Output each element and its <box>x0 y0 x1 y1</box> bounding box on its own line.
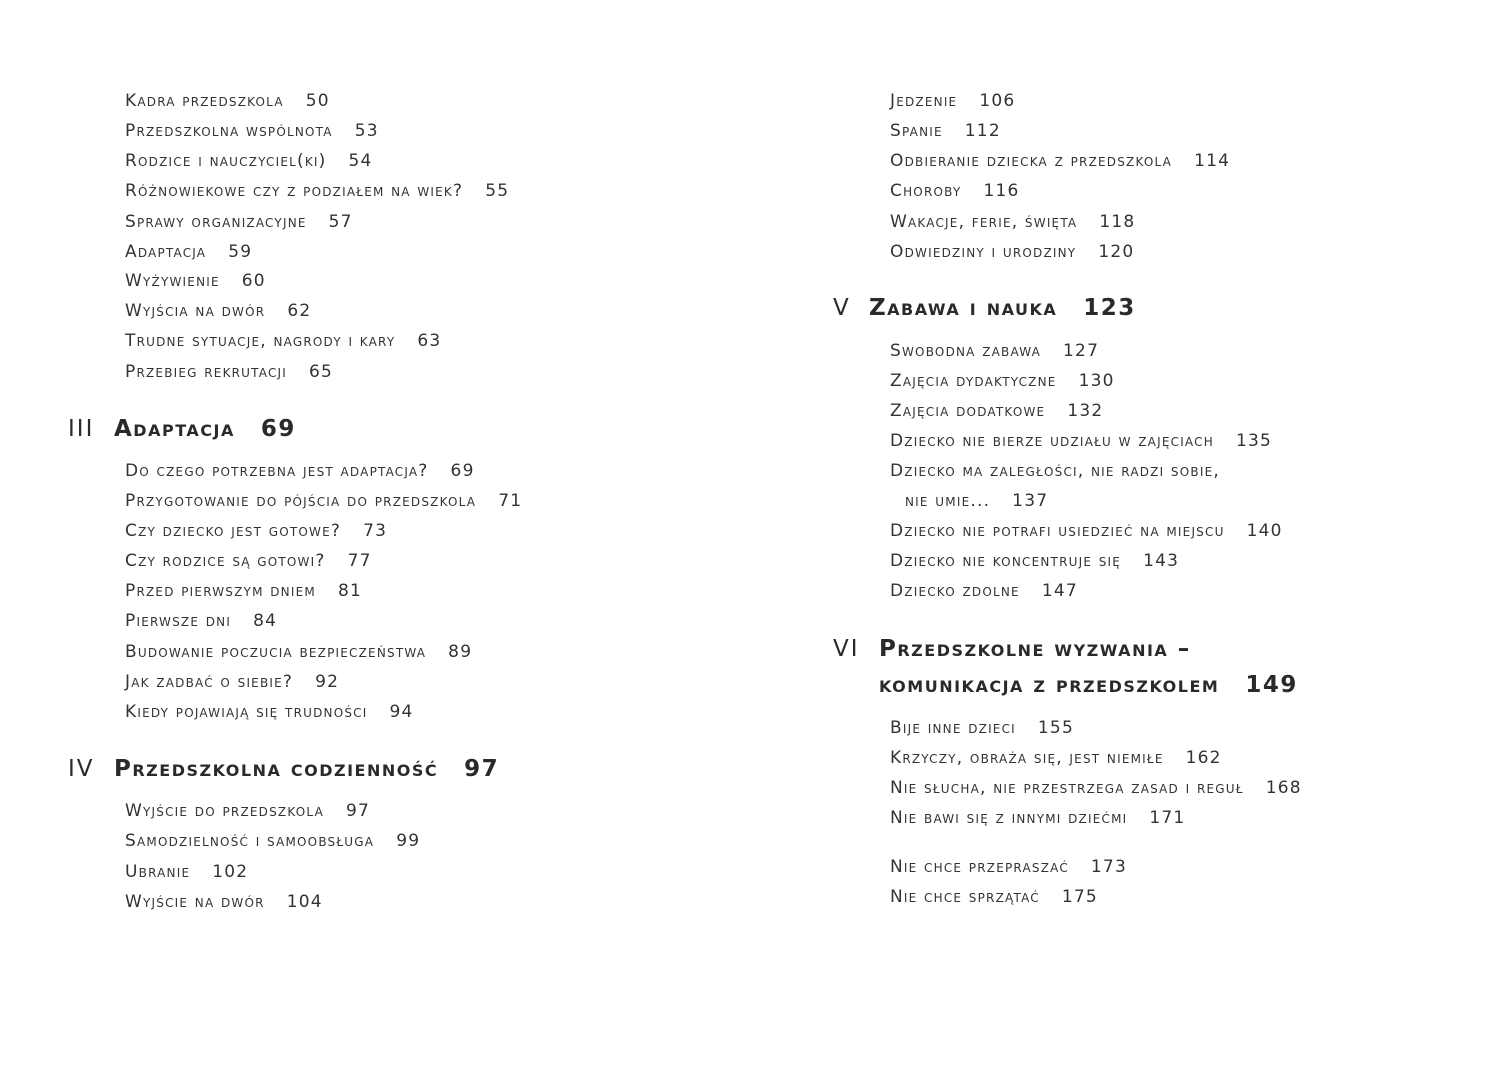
chapter-page: 149 <box>1245 672 1298 698</box>
toc-entry-title: Wyjścia na dwór <box>125 301 266 321</box>
toc-entry-page: 84 <box>253 611 278 631</box>
toc-entry-title: Nie bawi się z innymi dziećmi <box>890 808 1128 828</box>
toc-entry <box>890 400 1103 422</box>
toc-entry-page: 120 <box>1098 242 1135 262</box>
toc-entry <box>125 90 330 112</box>
toc-entry-title: Nie chce przepraszać <box>890 857 1069 877</box>
toc-entry-title: Pierwsze dni <box>125 611 232 631</box>
toc-entry-page: 55 <box>485 181 510 201</box>
toc-entry-title: Przebieg rekrutacji <box>125 362 288 382</box>
toc-entry-page: 57 <box>328 212 353 232</box>
toc-entry-title: Krzyczy, obraża się, jest niemiłe <box>890 748 1164 768</box>
toc-entry-title: Wyjście na dwór <box>125 892 265 912</box>
toc-entry <box>125 550 372 572</box>
toc-entry-page: 53 <box>354 121 379 141</box>
toc-entry-title: Odbieranie dziecka z przedszkola <box>890 151 1173 171</box>
toc-entry-title: Przygotowanie do pójścia do przedszkola <box>125 491 477 511</box>
toc-entry-page: 63 <box>417 331 442 351</box>
toc-entry <box>125 830 420 852</box>
chapter-heading-vi <box>833 634 1191 664</box>
toc-entry-page: 65 <box>309 362 334 382</box>
toc-entry-page: 137 <box>1012 491 1049 511</box>
toc-entry-page: 92 <box>315 672 340 692</box>
toc-entry-title: Zajęcia dodatkowe <box>890 401 1046 421</box>
toc-entry <box>890 550 1179 572</box>
toc-entry <box>125 800 370 822</box>
toc-entry-title: Jak zadbać o siebie? <box>125 672 294 692</box>
toc-entry-page: 112 <box>964 121 1001 141</box>
toc-entry <box>890 460 1220 482</box>
toc-entry-title: Nie chce sprzątać <box>890 887 1040 907</box>
chapter-number: III <box>68 416 95 442</box>
toc-entry-page: 130 <box>1078 371 1115 391</box>
toc-entry-title: Sprawy organizacyjne <box>125 212 307 232</box>
toc-entry-title: nie umie... <box>905 491 991 511</box>
toc-entry-page: 171 <box>1149 808 1186 828</box>
toc-entry-page: 106 <box>979 91 1016 111</box>
chapter-number: V <box>833 295 851 321</box>
chapter-page: 97 <box>464 756 500 782</box>
toc-entry <box>125 241 252 263</box>
toc-entry-page: 173 <box>1090 857 1127 877</box>
toc-entry-page: 94 <box>389 702 414 722</box>
toc-entry-continuation <box>905 490 1048 512</box>
toc-entry-title: Wakacje, ferie, święta <box>890 212 1078 232</box>
toc-entry <box>125 120 379 142</box>
toc-entry-page: 116 <box>983 181 1020 201</box>
toc-entry-title: Budowanie poczucia bezpieczeństwa <box>125 642 427 662</box>
toc-entry-title: Samodzielność i samoobsługa <box>125 831 375 851</box>
toc-entry-page: 143 <box>1143 551 1180 571</box>
toc-entry <box>125 180 509 202</box>
toc-entry-title: Dziecko nie bierze udziału w zajęciach <box>890 431 1214 451</box>
toc-entry <box>125 861 248 883</box>
toc-entry <box>890 211 1135 233</box>
toc-entry-page: 69 <box>450 461 475 481</box>
toc-entry <box>125 211 353 233</box>
toc-entry-title: Rodzice i nauczyciel(ki) <box>125 151 327 171</box>
toc-entry <box>890 120 1001 142</box>
chapter-heading-v <box>833 293 1136 323</box>
toc-entry-title: Trudne sytuacje, nagrody i kary <box>125 331 396 351</box>
toc-entry-page: 132 <box>1067 401 1104 421</box>
toc-entry <box>890 777 1302 799</box>
toc-entry <box>890 886 1098 908</box>
toc-entry-title: Dziecko nie koncentruje się <box>890 551 1122 571</box>
toc-entry-page: 71 <box>498 491 523 511</box>
chapter-page: 69 <box>260 416 296 442</box>
toc-entry <box>890 180 1020 202</box>
toc-entry-title: Odwiedziny i urodziny <box>890 242 1077 262</box>
toc-entry <box>890 520 1283 542</box>
toc-entry-title: Spanie <box>890 121 943 141</box>
toc-entry-title: Wyjście do przedszkola <box>125 801 324 821</box>
toc-entry <box>125 270 266 292</box>
toc-entry-title: Kiedy pojawiają się trudności <box>125 702 368 722</box>
toc-entry-page: 147 <box>1041 581 1078 601</box>
toc-entry-title: Przedszkolna wspólnota <box>125 121 333 141</box>
toc-entry <box>125 610 277 632</box>
toc-entry-page: 62 <box>287 301 312 321</box>
toc-entry <box>125 701 414 723</box>
toc-entry <box>125 671 339 693</box>
toc-entry-title: Choroby <box>890 181 962 201</box>
chapter-title: Zabawa i nauka <box>869 295 1058 321</box>
toc-entry-title: Przed pierwszym dniem <box>125 581 316 601</box>
chapter-number: VI <box>833 636 860 662</box>
toc-entry <box>125 891 323 913</box>
toc-entry-title: Dziecko nie potrafi usiedzieć na miejscu <box>890 521 1225 541</box>
chapter-heading-iv <box>68 754 499 784</box>
chapter-page: 123 <box>1083 295 1136 321</box>
toc-entry-title: Wyżywienie <box>125 271 220 291</box>
toc-entry <box>890 747 1222 769</box>
toc-entry-title: Czy rodzice są gotowi? <box>125 551 326 571</box>
toc-entry-page: 97 <box>345 801 371 821</box>
toc-entry-page: 162 <box>1185 748 1222 768</box>
toc-entry-page: 54 <box>348 151 373 171</box>
toc-entry-page: 73 <box>363 521 388 541</box>
toc-entry-page: 118 <box>1099 212 1136 232</box>
toc-entry-title: Nie słucha, nie przestrzega zasad i reguł <box>890 778 1244 798</box>
toc-entry-title: Różnowiekowe czy z podziałem na wiek? <box>125 181 464 201</box>
toc-entry-page: 89 <box>448 642 473 662</box>
toc-entry-title: Dziecko ma zaległości, nie radzi sobie, <box>890 461 1220 481</box>
chapter-number: IV <box>68 756 95 782</box>
toc-entry <box>125 490 522 512</box>
toc-entry-title: Ubranie <box>125 862 191 882</box>
toc-entry <box>125 300 311 322</box>
toc-entry-page: 102 <box>212 862 249 882</box>
toc-entry-title: Adaptacja <box>125 242 207 262</box>
toc-entry-title: Kadra przedszkola <box>125 91 284 111</box>
toc-entry-page: 127 <box>1063 341 1100 361</box>
toc-entry <box>125 641 472 663</box>
toc-entry <box>890 340 1099 362</box>
toc-entry <box>890 807 1185 829</box>
toc-entry <box>890 717 1074 739</box>
chapter-title: Adaptacja <box>114 416 235 442</box>
toc-entry-page: 50 <box>305 91 330 111</box>
toc-entry-title: Jedzenie <box>890 91 958 111</box>
toc-entry <box>890 430 1272 452</box>
toc-entry-page: 99 <box>396 831 421 851</box>
toc-entry <box>890 90 1015 112</box>
toc-entry <box>125 580 362 602</box>
toc-entry-page: 114 <box>1194 151 1231 171</box>
toc-entry-page: 104 <box>286 892 323 912</box>
toc-entry-title: Bije inne dzieci <box>890 718 1016 738</box>
toc-entry-title: Zajęcia dydaktyczne <box>890 371 1057 391</box>
toc-entry <box>890 150 1230 172</box>
toc-entry-title: Czy dziecko jest gotowe? <box>125 521 342 541</box>
toc-entry-page: 135 <box>1235 431 1272 451</box>
toc-entry-page: 81 <box>337 581 362 601</box>
toc-entry <box>125 361 333 383</box>
toc-entry-page: 168 <box>1265 778 1302 798</box>
toc-entry <box>890 856 1127 878</box>
toc-entry-page: 155 <box>1037 718 1074 738</box>
toc-entry <box>890 370 1115 392</box>
toc-entry-page: 77 <box>347 551 372 571</box>
chapter-heading-iii <box>68 414 296 444</box>
toc-entry <box>125 330 441 352</box>
toc-entry <box>890 580 1078 602</box>
toc-entry-page: 60 <box>241 271 266 291</box>
chapter-title-line1: Przedszkolne wyzwania – <box>879 636 1191 662</box>
toc-entry-title: Dziecko zdolne <box>890 581 1020 601</box>
toc-entry-page: 140 <box>1246 521 1283 541</box>
toc-entry-page: 59 <box>228 242 253 262</box>
toc-entry <box>125 460 475 482</box>
chapter-heading-vi-line2 <box>879 670 1298 700</box>
chapter-title: Przedszkolna codzienność <box>114 756 439 782</box>
toc-entry-page: 175 <box>1061 887 1098 907</box>
toc-entry <box>890 241 1134 263</box>
toc-entry-title: Swobodna zabawa <box>890 341 1042 361</box>
toc-entry <box>125 150 373 172</box>
toc-entry-title: Do czego potrzebna jest adaptacja? <box>125 461 429 481</box>
chapter-title-line2: komunikacja z przedszkolem <box>879 672 1220 698</box>
toc-entry <box>125 520 387 542</box>
